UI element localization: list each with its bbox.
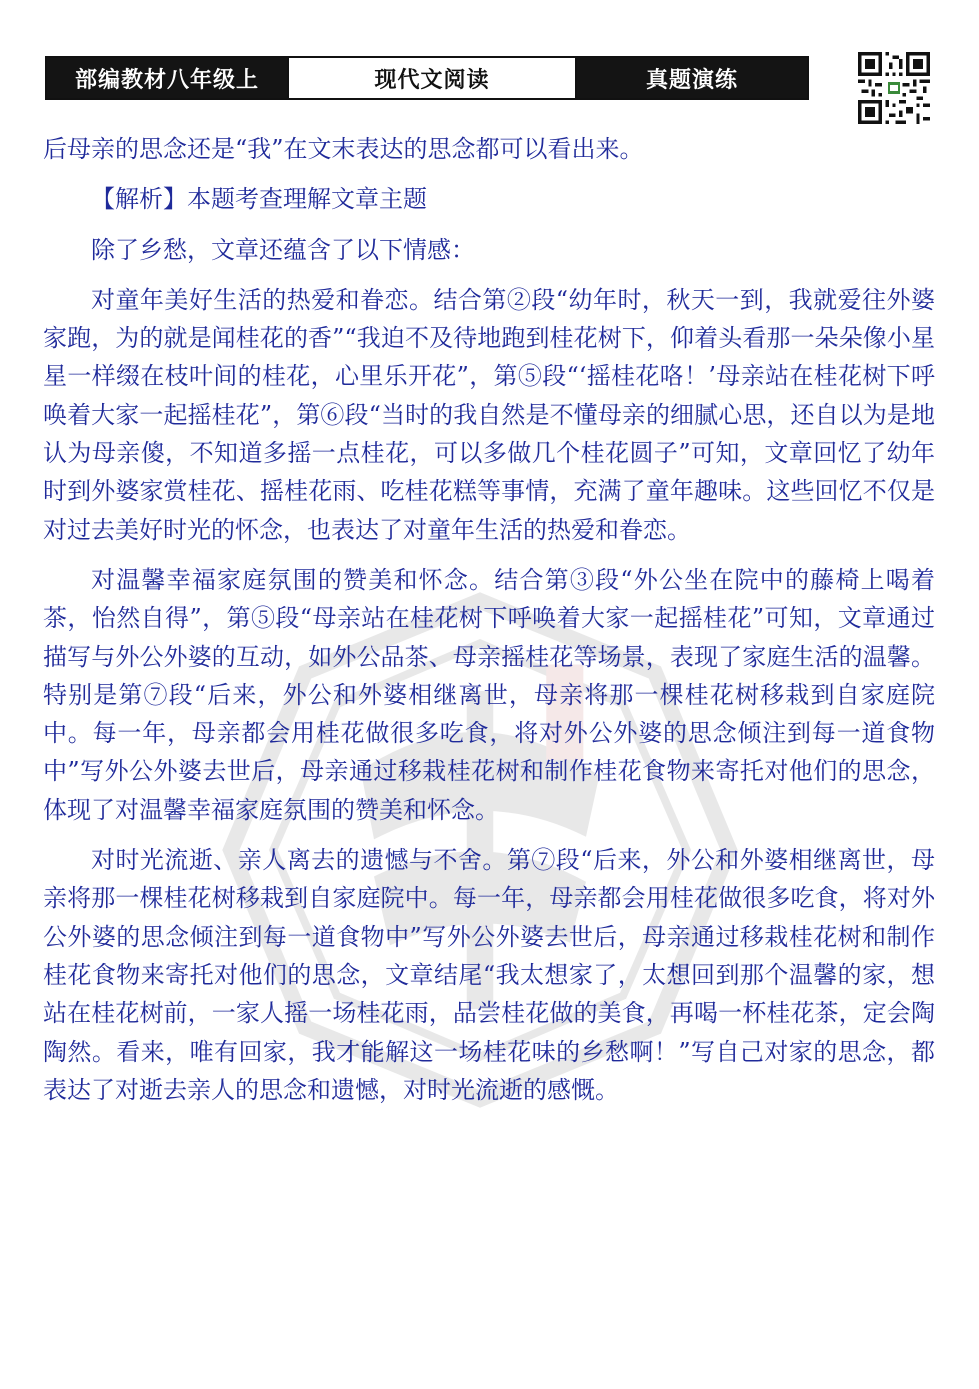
paragraph-intro: 除了乡愁，文章还蕴含了以下情感： (91, 235, 475, 264)
paragraph-continuation: 后母亲的思念还是“我”在文末表达的思念都可以看出来。 (43, 135, 644, 163)
paragraph-family: 对温馨幸福家庭氛围的赞美和怀念。结合第③段“外公坐在院中的藤椅上喝着茶，怡然自得”，第⑤段“母亲站在桂花树下呼唤着大家一起摇桂花”可知，文章通过描写与外公外婆的互动，如外公品茶、母亲摇桂花等场景，表现了家庭生活的温馨。特别是第⑦段“后来，外公和外婆相继离世，母亲将那一棵桂花树移栽到自家庭院中。每一年，母亲都会用桂花做很多吃食，将对外公外婆的思念倾注到每一道食物中”写外公外婆去世后，母亲通过移栽桂花树和制作桂花食物来寄托对他们的思念，体现了对温馨幸福家庭氛围的赞美和怀念。 (43, 565, 935, 824)
qr-code-icon (858, 52, 930, 124)
body-text (43, 130, 935, 1109)
paragraph-time: 对时光流逝、亲人离去的遗憾与不舍。第⑦段“后来，外公和外婆相继离世，母亲将那一棵桂花树移栽到自家庭院中。每一年，母亲都会用桂花做很多吃食，将对外公外婆的思念倾注到每一道食物中”写外公外婆去世后，母亲通过移栽桂花树和制作桂花食物来寄托对他们的思念，文章结尾“我太想家了，太想回到那个温馨的家，想站在桂花树前，一家人摇一场桂花雨，品尝桂花做的美食，再喝一杯桂花茶，定会陶陶然。看来，唯有回家，我才能解这一场桂花味的乡愁啊！”写自己对家的思念，都表达了对逝去亲人的思念和遗憾，对时光流逝的感慨。 (43, 846, 935, 1104)
header-bar (45, 56, 809, 100)
header-subject-label: 现代文阅读 (287, 58, 577, 98)
header-section-label: 真题演练 (577, 58, 807, 98)
paragraph-childhood: 对童年美好生活的热爱和眷恋。结合第②段“幼年时，秋天一到，我就爱往外婆家跑，为的就是闻桂花的香”“我迫不及待地跑到桂花树下，仰着头看那一朵朵像小星星一样缀在枝叶间的桂花，心里乐开花”，第⑤段“‘摇桂花咯！’母亲站在桂花树下呼唤着大家一起摇桂花”，第⑥段“当时的我自然是不懂母亲的细腻心思，还自以为是地认为母亲傻，不知道多摇一点桂花，可以多做几个桂花圆子”可知，文章回忆了幼年时到外婆家赏桂花、摇桂花雨、吃桂花糕等事情，充满了童年趣味。这些回忆不仅是对过去美好时光的怀念，也表达了对童年生活的热爱和眷恋。 (43, 285, 935, 544)
header-grade-label: 部编教材八年级上 (47, 58, 287, 98)
paragraph-analysis-heading: 【解析】本题考查理解文章主题 (91, 185, 427, 214)
